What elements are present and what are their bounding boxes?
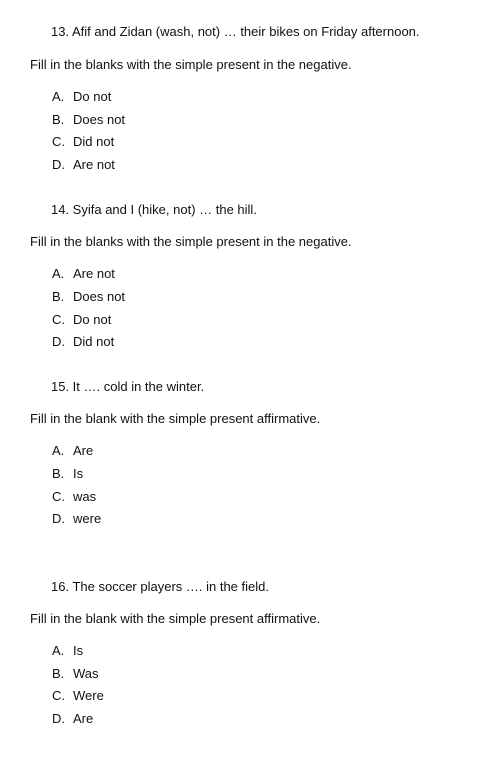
option-text: Was <box>73 666 99 681</box>
question-16-option-d[interactable] <box>52 711 93 727</box>
question-13-option-c[interactable] <box>52 134 114 150</box>
option-letter: D. <box>52 334 65 349</box>
question-13-option-b[interactable] <box>52 112 125 128</box>
question-16-option-c[interactable] <box>52 688 104 704</box>
question-14-option-b[interactable] <box>52 289 125 305</box>
question-15-title: 15. It …. cold in the winter. <box>51 379 205 394</box>
option-text: was <box>73 489 97 504</box>
option-text: Does not <box>73 112 126 127</box>
question-16-instruction: Fill in the blank with the simple present affirmative. <box>30 611 321 626</box>
option-letter: B. <box>52 666 65 681</box>
option-text: Does not <box>73 289 126 304</box>
question-16-option-b[interactable] <box>52 666 99 682</box>
option-letter: A. <box>52 643 65 658</box>
question-14-instruction: Fill in the blanks with the simple present in the negative. <box>30 234 352 249</box>
option-text: Is <box>73 466 84 481</box>
option-text: Do not <box>73 89 112 104</box>
question-15-option-a[interactable] <box>52 443 93 459</box>
option-text: Do not <box>73 312 112 327</box>
option-text: Were <box>73 688 104 703</box>
question-14-title: 14. Syifa and I (hike, not) … the hill. <box>51 202 257 217</box>
question-16-title: 16. The soccer players …. in the field. <box>51 579 269 594</box>
question-15-option-b[interactable] <box>52 466 83 482</box>
option-letter: C. <box>52 312 65 327</box>
option-text: Are <box>73 711 94 726</box>
question-13-title: 13. Afif and Zidan (wash, not) … their bikes on Friday afternoon. <box>51 24 420 39</box>
option-letter: D. <box>52 157 65 172</box>
option-text: Did not <box>73 134 115 149</box>
question-15-instruction: Fill in the blank with the simple present affirmative. <box>30 411 321 426</box>
option-letter: C. <box>52 688 65 703</box>
question-15-option-d[interactable] <box>52 511 101 527</box>
option-letter: D. <box>52 711 65 726</box>
option-letter: C. <box>52 134 65 149</box>
question-14-option-d[interactable] <box>52 334 114 350</box>
question-13-option-a[interactable] <box>52 89 111 105</box>
option-text: were <box>73 511 102 526</box>
question-14-option-a[interactable] <box>52 266 115 282</box>
question-13-option-d[interactable] <box>52 157 115 173</box>
question-16-option-a[interactable] <box>52 643 83 659</box>
option-text: Is <box>73 643 84 658</box>
option-text: Are not <box>73 157 115 172</box>
option-letter: C. <box>52 489 65 504</box>
option-letter: B. <box>52 466 65 481</box>
option-letter: A. <box>52 443 65 458</box>
option-letter: A. <box>52 89 65 104</box>
option-letter: B. <box>52 112 65 127</box>
option-letter: D. <box>52 511 65 526</box>
option-text: Did not <box>73 334 115 349</box>
question-14-option-c[interactable] <box>52 312 111 328</box>
question-13-instruction: Fill in the blanks with the simple present in the negative. <box>30 57 352 72</box>
question-15-option-c[interactable] <box>52 489 96 505</box>
option-letter: B. <box>52 289 65 304</box>
option-text: Are <box>73 443 94 458</box>
option-letter: A. <box>52 266 65 281</box>
option-text: Are not <box>73 266 115 281</box>
